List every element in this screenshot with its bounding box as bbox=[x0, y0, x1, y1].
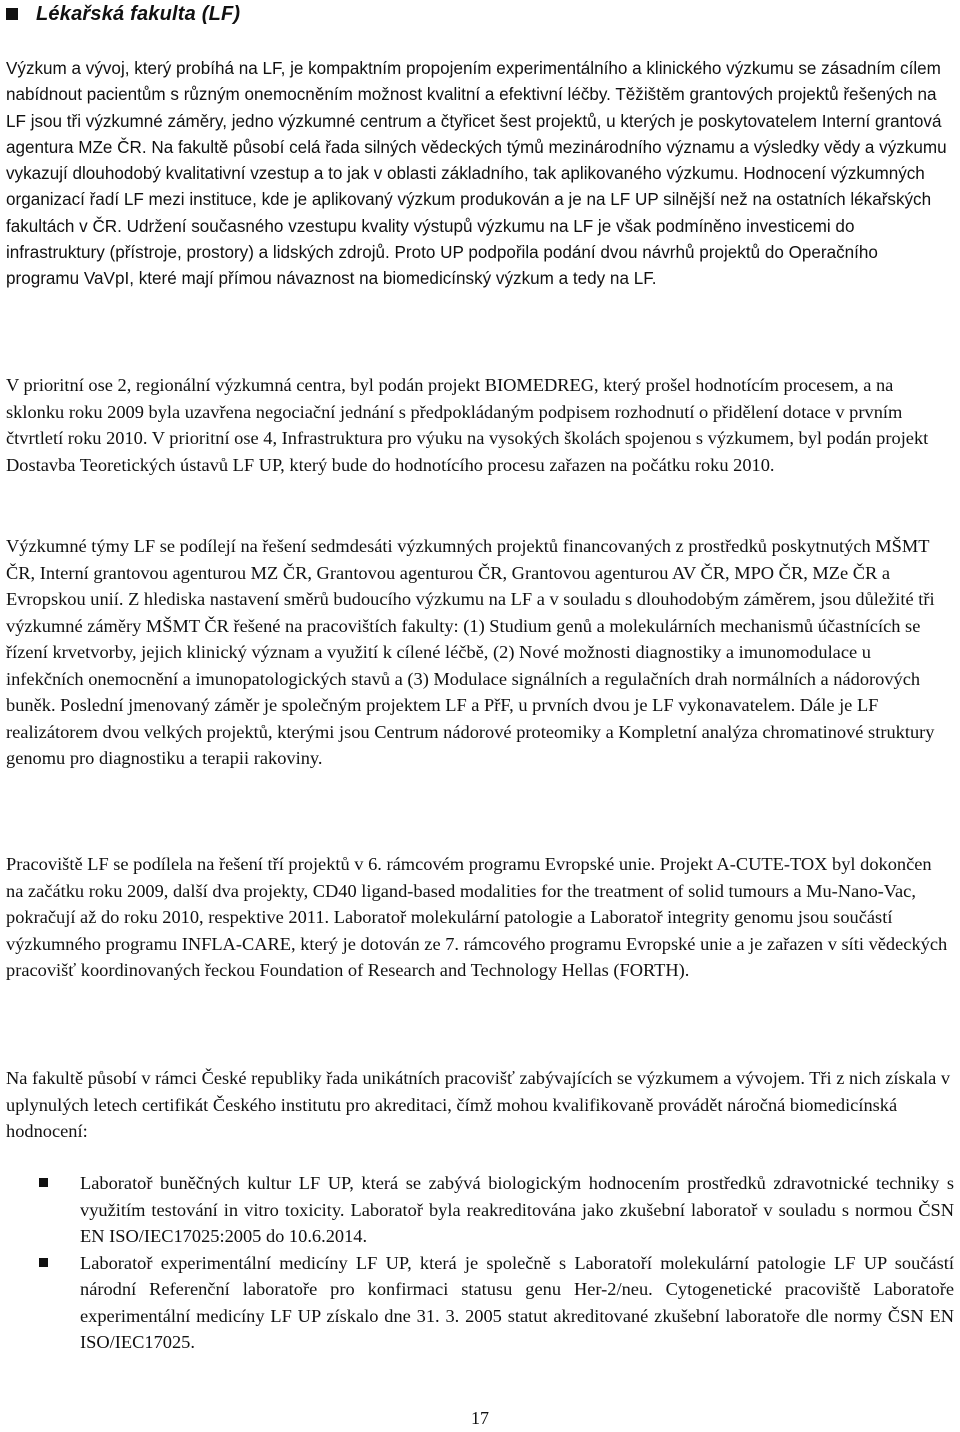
list-item-text: Laboratoř buněčných kultur LF UP, která se zabývá biologickým hodnocením prostředků zdravotnické techniky s využitím testování in vitro toxicity. Laboratoř byla reakreditována jako zkušební laboratoř v souladu s normou ČSN EN ISO/IEC17025:2005 do 10.6.2014. bbox=[80, 1173, 954, 1246]
section-heading bbox=[0, 0, 240, 28]
list-item-text: Laboratoř experimentální medicíny LF UP, která je společně s Laboratoří molekulární patologie LF UP součástí národní Referenční laboratoře pro konfirmaci statusu genu Her-2/neu. Cytogenetické pracoviště Laboratoře experimentální medicíny LF UP získalo dne 31. 3. 2005 statut akreditované zkušební laboratoře dle normy ČSN EN ISO/IEC17025. bbox=[80, 1252, 954, 1352]
list-item bbox=[0, 1170, 960, 1250]
paragraph-priority-axes: V prioritní ose 2, regionální výzkumná centra, byl podán projekt BIOMEDREG, který prošel hodnotícím procesem, a na sklonku roku 2009 byla uzavřena negociační jednání s předpokládaným podpisem rozhodnutí o přidělení dotace v prvním čtvrtletí roku 2010. V prioritní ose 4, Infrastruktura pro výuku na vysokých školách spojenou s výzkumem, byl podán projekt Dostavba Teoretických ústavů LF UP, který bude do hodnotícího procesu zařazen na počátku roku 2010. bbox=[6, 375, 929, 475]
page-number: 17 bbox=[471, 1408, 489, 1428]
paragraph-accredited-labs: Na fakultě působí v rámci České republiky řada unikátních pracovišť zabývajících se výzkumem a vývojem. Tři z nich získala v uplynulých letech certifikát Českého institutu pro akreditaci, čímž mohou kvalifikovaně provádět náročná biomedicínská hodnocení: bbox=[6, 1068, 951, 1141]
section-title: Lékařská fakulta (LF) bbox=[36, 2, 241, 25]
square-bullet-icon bbox=[6, 8, 18, 20]
paragraph-eu-projects: Pracoviště LF se podílela na řešení tří projektů v 6. rámcovém programu Evropské unie. Projekt A-CUTE-TOX byl dokončen na začátku roku 2009, další dva projekty, CD40 ligand-based modalities for the treatment of solid tumours a Mu-Nano-Vac, pokračují až do roku 2010, respektive 2011. Laboratoř molekulární patologie a Laboratoř integrity genomu jsou součástí výzkumného programu INFLA-CARE, který je dotován ze 7. rámcového programu Evropské unie a je zařazen v síti vědeckých pracovišť koordinovaných řeckou Foundation of Research and Technology Hellas (FORTH). bbox=[6, 854, 948, 980]
square-bullet-icon bbox=[39, 1258, 48, 1267]
square-bullet-icon bbox=[39, 1178, 48, 1187]
list-item bbox=[0, 1250, 960, 1356]
paragraph-research-teams: Výzkumné týmy LF se podílejí na řešení sedmdesáti výzkumných projektů financovaných z prostředků poskytnutých MŠMT ČR, Interní grantovou agenturou MZ ČR, Grantovou agenturou ČR, Grantovou agenturou AV ČR, MPO ČR, MZe ČR a Evropskou unií. Z hlediska nastavení směrů budoucího výzkumu na LF a v souladu s dlouhodobým záměrem, jsou důležité tři výzkumné záměry MŠMT ČR řešené na pracovištích fakulty: (1) Studium genů a molekulárních mechanismů účastnících se řízení krvetvorby, jejich klinický význam a využití k cílené léčbě, (2) Nové možnosti diagnostiky a imunomodulace u infekčních onemocnění a imunopatologických stavů a (3) Modulace signálních a regulačních drah normálních a nádorových buněk. Poslední jmenovaný záměr je společným projektem LF a PřF, u prvních dvou je LF vykonavatelem. Dále je LF realizátorem dvou velkých projektů, kterými jsou Centrum nádorové proteomiky a Kompletní analýza chromatinové struktury genomu pro diagnostiku a terapii rakoviny. bbox=[6, 536, 935, 768]
paragraph-research-overview: Výzkum a vývoj, který probíhá na LF, je kompaktním propojením experimentálního a klinického výzkumu se zásadním cílem nabídnout pacientům s různým onemocněním možnost kvalitní a efektivní léčby. Těžištěm grantových projektů řešených na LF jsou tři výzkumné záměry, jedno výzkumné centrum a čtyřicet šest projektů, u kterých je poskytovatelem Interní grantová agentura MZe ČR. Na fakultě působí celá řada silných vědeckých týmů mezinárodního významu a výsledky vědy a výzkumu vykazují dlouhodobý kvalitativní vzestup a to jak v oblasti základního, tak aplikovaného výzkumu. Hodnocení výzkumných organizací řadí LF mezi instituce, kde je aplikovaný výzkum produkován a je na LF UP silnější než na ostatních lékařských fakultách v ČR. Udržení současného vzestupu kvality výstupů výzkumu na LF je však podmíněno investicemi do infrastruktury (přístroje, prostory) a lidských zdrojů. Proto UP podpořila podání dvou návrhů projektů do Operačního programu VaVpI, které mají přímou návaznost na biomedicínský výzkum a tedy na LF. bbox=[6, 59, 947, 289]
accredited-labs-list bbox=[0, 1170, 960, 1356]
